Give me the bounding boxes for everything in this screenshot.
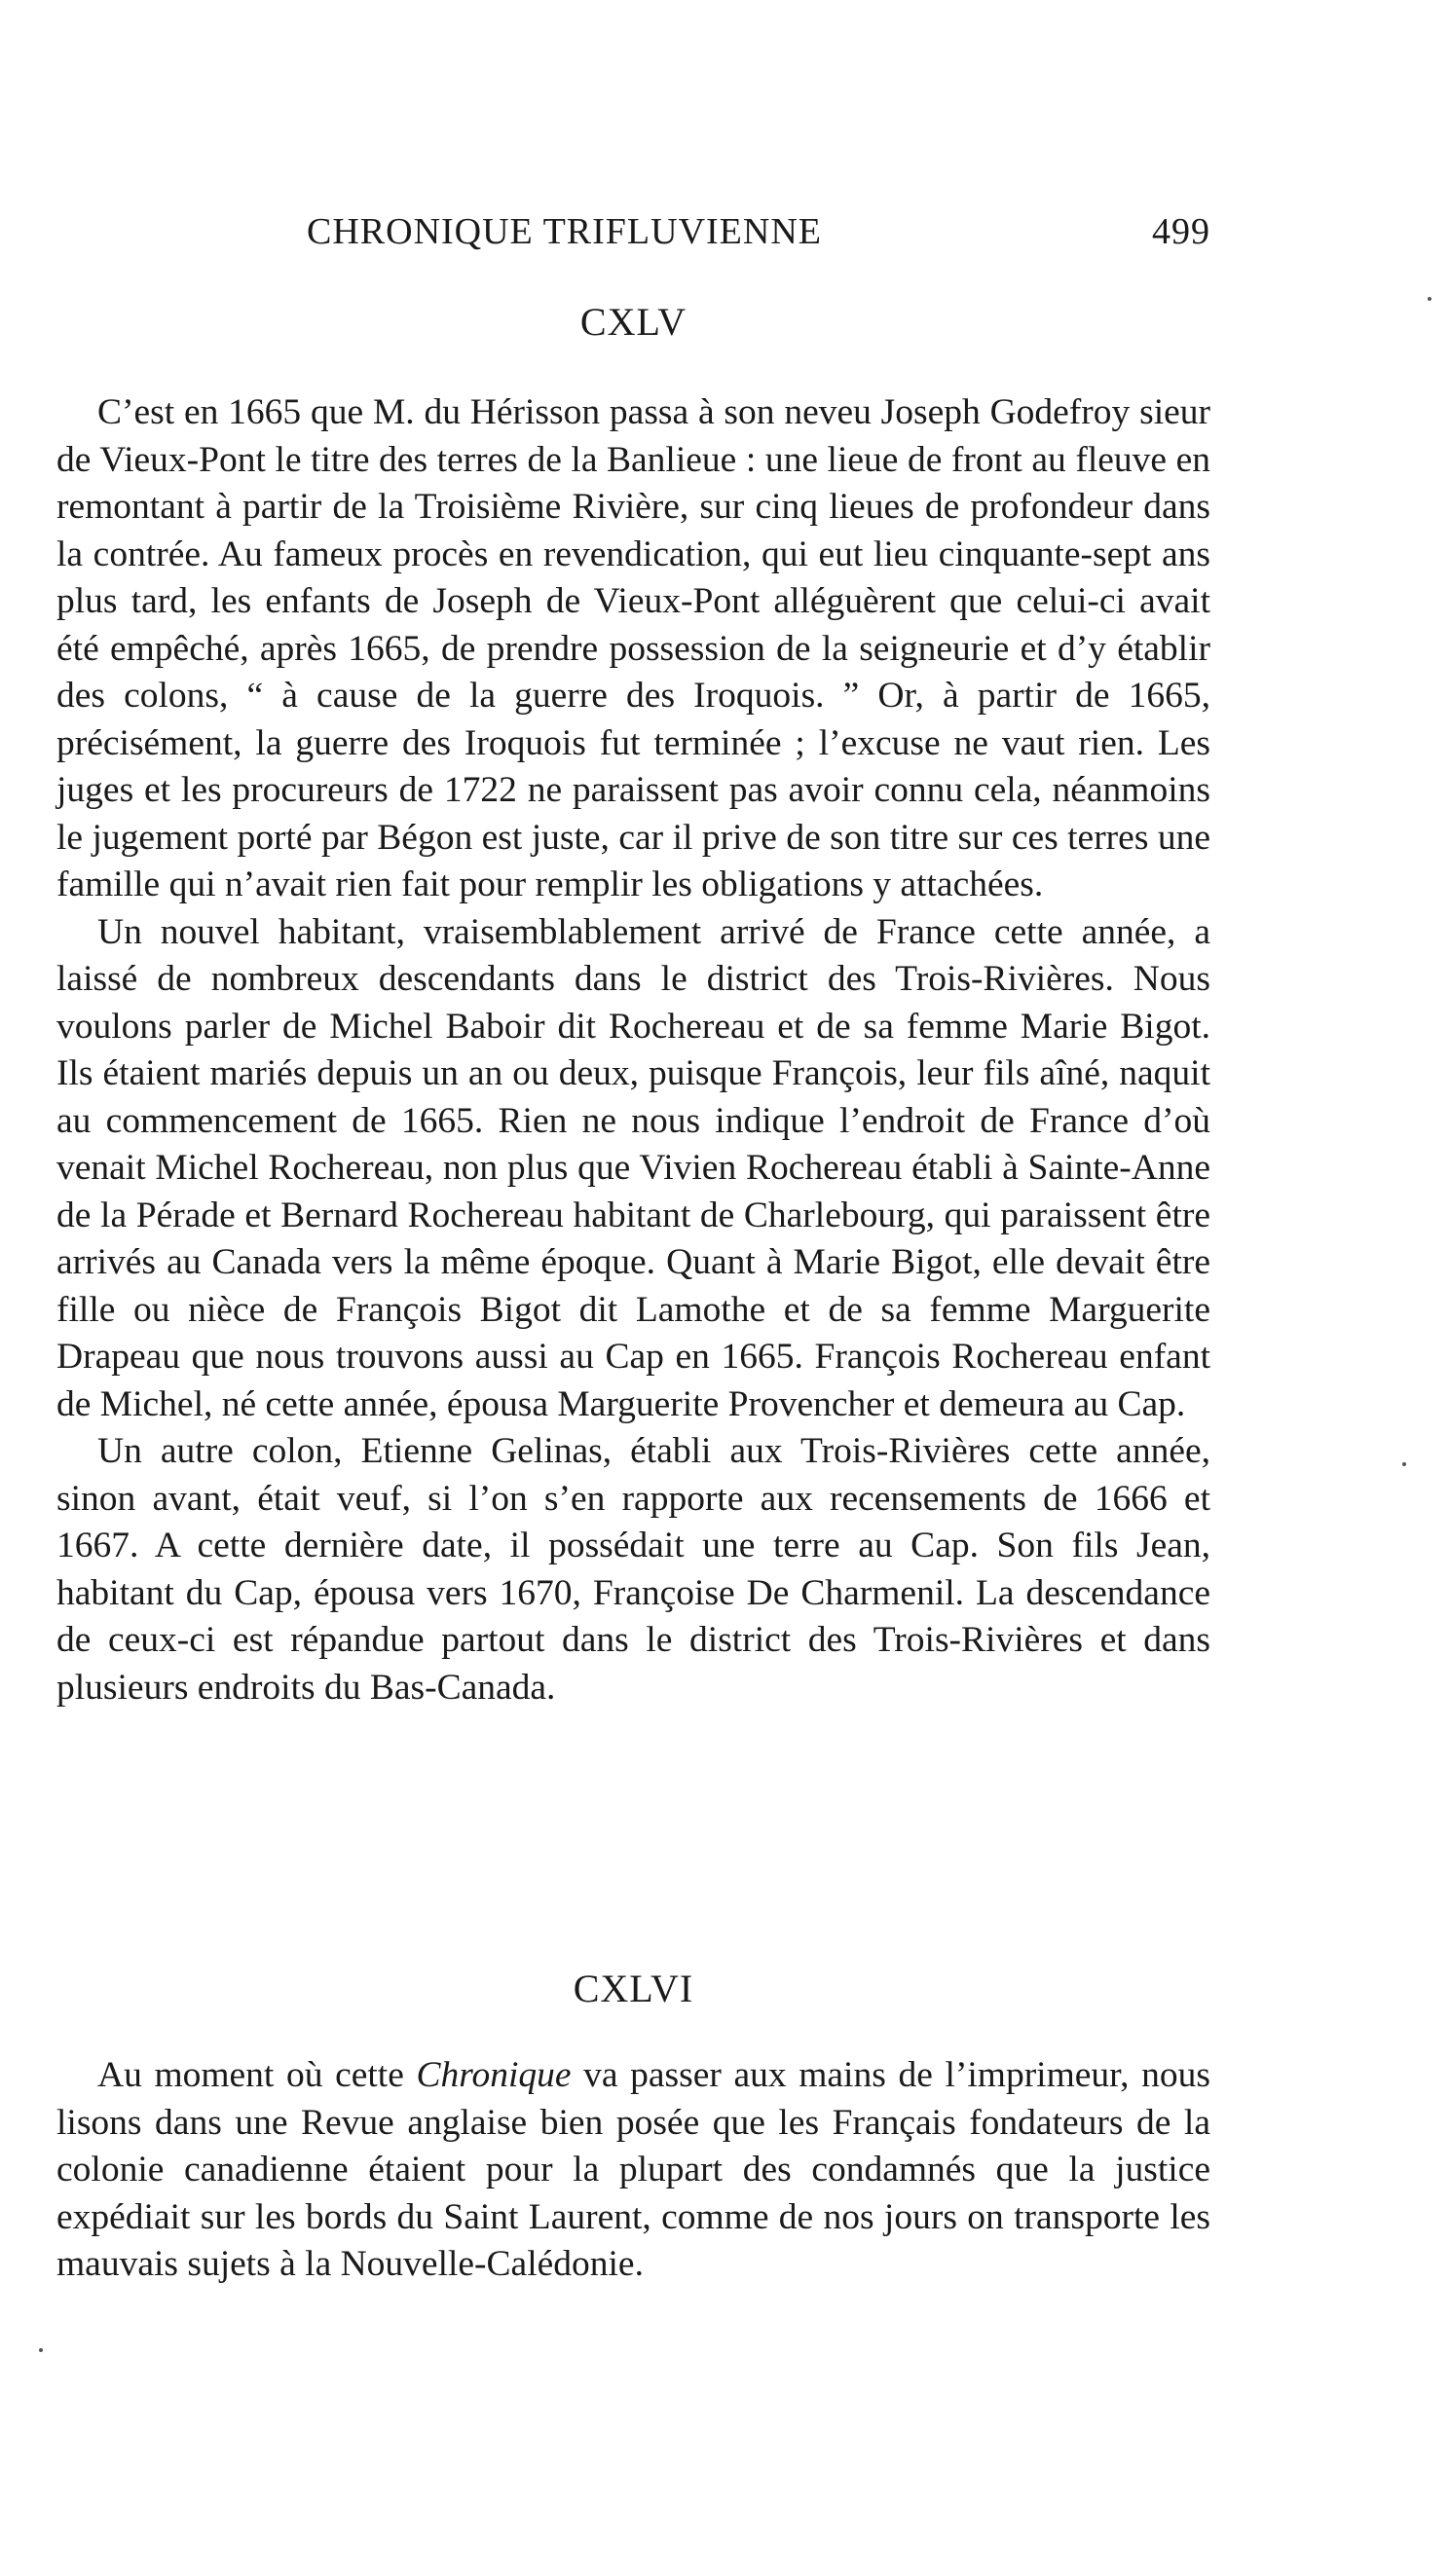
- paragraph: Un nouvel habitant, vraisemblablement arrivé de France cette année, a laissé de nombreux descendants dans le district des Trois-Rivières. Nous voulons parler de Michel Baboir dit Rochereau et de sa femme Marie Bigot. Ils étaient mariés depuis un an ou deux, puisque François, leur fils aîné, naquit au commencement de 1665. Rien ne nous indique l’endroit de France d’où venait Michel Rochereau, non plus que Vivien Rochereau établi à Sainte-Anne de la Pérade et Bernard Rochereau habitant de Charlebourg, qui paraissent être arrivés au Canada vers la même époque. Quant à Marie Bigot, elle devait être fille ou nièce de François Bigot dit Lamothe et de sa femme Marguerite Drapeau que nous trouvons aussi au Cap en 1665. François Rochereau enfant de Michel, né cette année, épousa Marguerite Provencher et demeura au Cap.: [56, 911, 1210, 1424]
- section-cxlvi-body: [56, 2052, 1210, 2289]
- scan-speck: [39, 2348, 43, 2352]
- paragraph-text: va passer aux mains de l’imprimeur, nous lisons dans une Revue anglaise bien posée que les Français fondateurs de la colonie canadienne étaient pour la plupart des condamnés que la justice expédiait sur les bords du Saint Laurent, comme de nos jours on transporte les mauvais sujets à la Nouvelle-Calédonie.: [56, 2055, 1210, 2284]
- section-cxlv-body: [56, 389, 1210, 1711]
- paragraph-text: Au moment où cette: [97, 2055, 417, 2095]
- paragraph: [56, 2052, 1210, 2289]
- chronique-italic: Chronique: [416, 2055, 572, 2095]
- page-number: 499: [1152, 211, 1210, 252]
- paragraph: C’est en 1665 que M. du Hérisson passa à son neveu Joseph Godefroy sieur de Vieux-Pont le titre des terres de la Banlieue : une lieue de front au fleuve en remontant à partir de la Troisième Rivière, sur cinq lieues de profondeur dans la contrée. Au fameux procès en revendication, qui eut lieu cinquante-sept ans plus tard, les enfants de Joseph de Vieux-Pont alléguèrent que celui-ci avait été empêché, après 1665, de prendre possession de la seigneurie et d’y établir des colons, “ à cause de la guerre des Iroquois. ” Or, à partir de 1665, précisément, la guerre des Iroquois fut terminée ; l’excuse ne vaut rien. Les juges et les procureurs de 1722 ne paraissent pas avoir connu cela, néanmoins le jugement porté par Bégon est juste, car il prive de son titre sur ces terres une famille qui n’avait rien fait pour remplir les obligations y attachées.: [56, 392, 1210, 904]
- scan-speck: [1428, 297, 1431, 301]
- running-title: CHRONIQUE TRIFLUVIENNE: [307, 211, 822, 252]
- section-heading-cxlv: CXLV: [579, 300, 687, 344]
- scan-speck: [1402, 1462, 1406, 1466]
- paragraph: Un autre colon, Etienne Gelinas, établi aux Trois-Rivières cette année, sinon avant, était veuf, si l’on s’en rapporte aux recensements de 1666 et 1667. A cette dernière date, il possédait une terre au Cap. Son fils Jean, habitant du Cap, épousa vers 1670, Françoise De Charmenil. La descendance de ceux-ci est répandue partout dans le district des Trois-Rivières et dans plusieurs endroits du Bas-Canada.: [56, 1431, 1210, 1708]
- running-head: [56, 210, 1210, 259]
- section-heading-cxlvi: CXLVI: [573, 1967, 694, 2010]
